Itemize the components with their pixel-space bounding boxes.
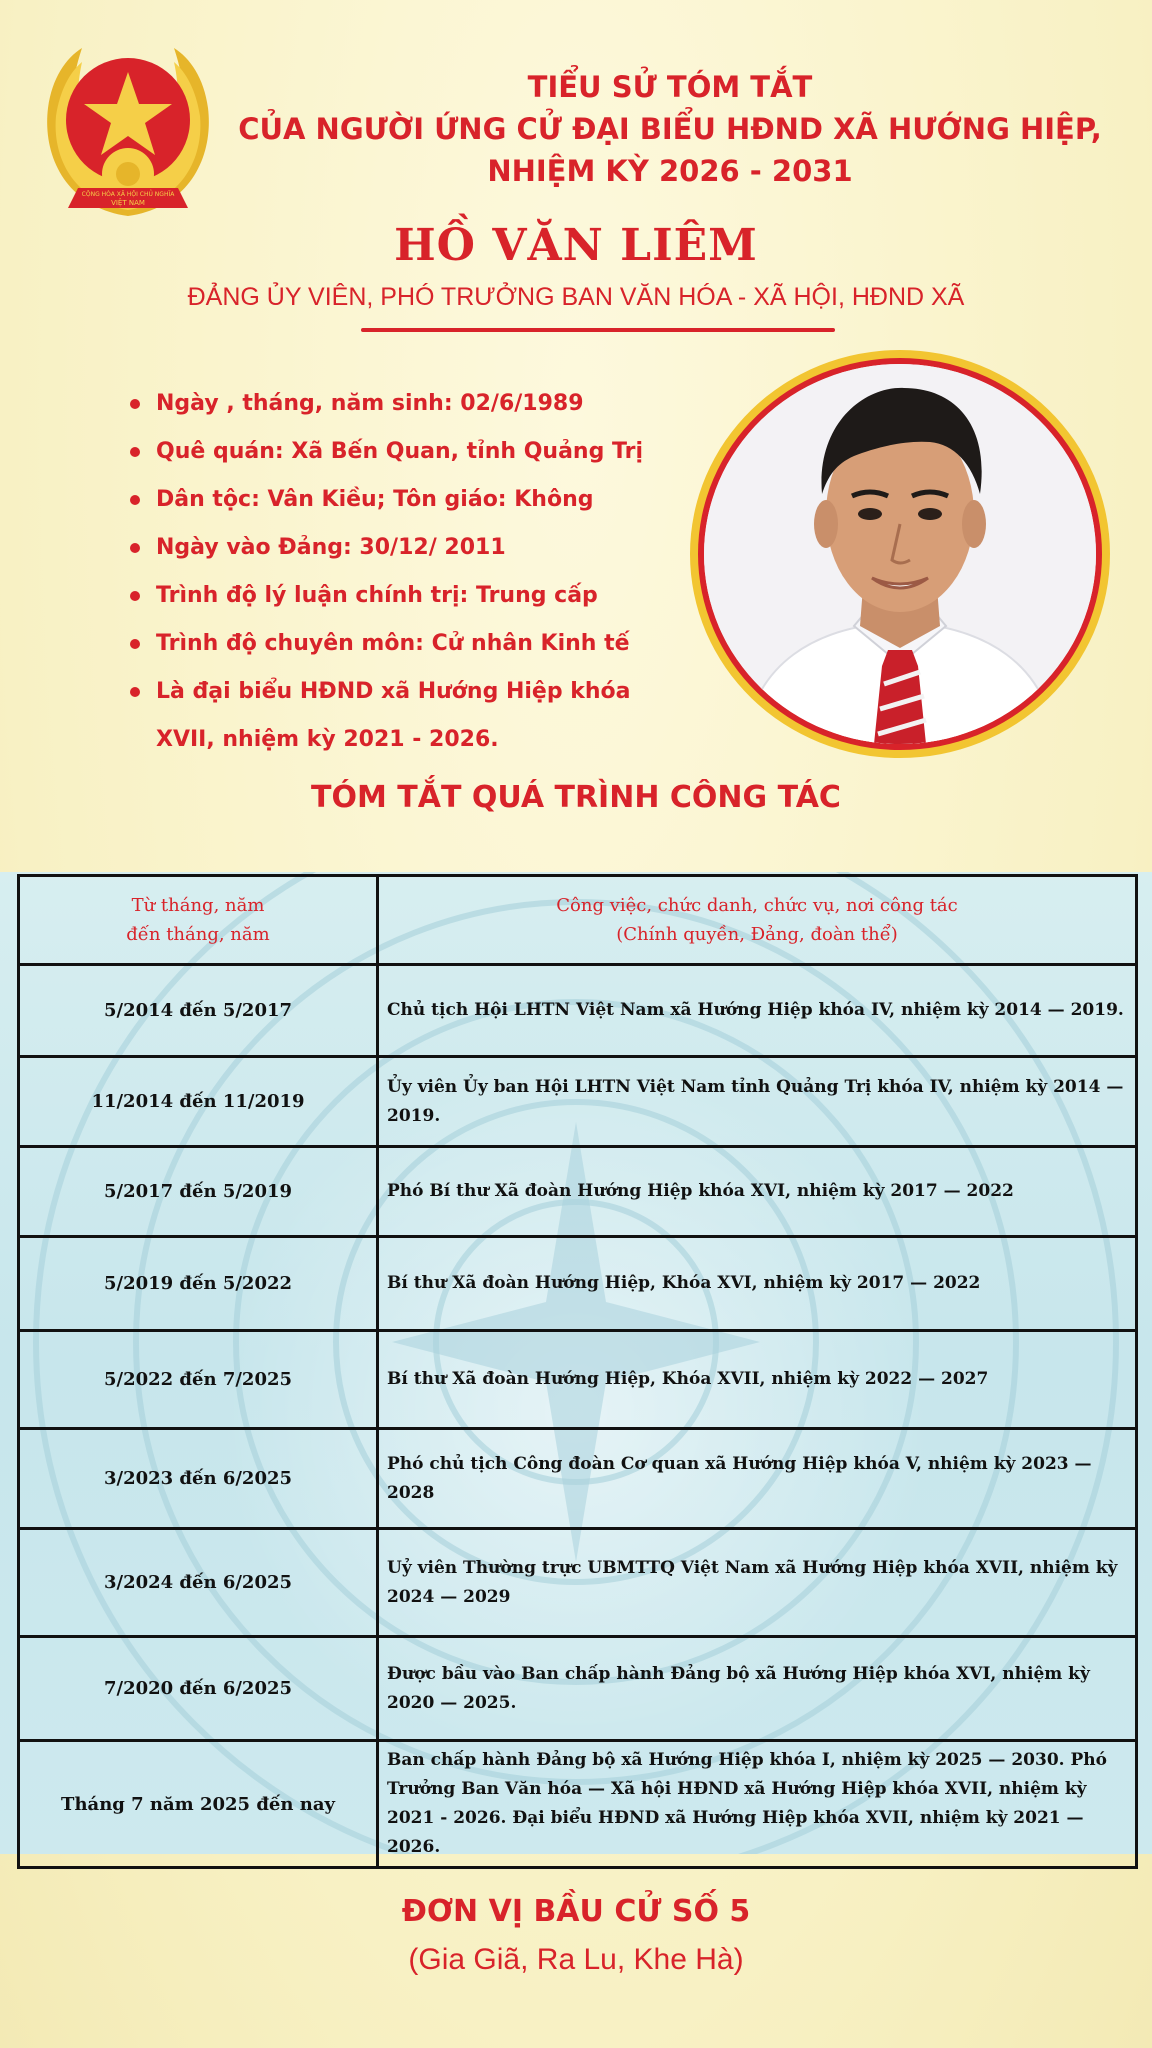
period-cell: 5/2017 đến 5/2019 <box>19 1147 378 1237</box>
period-cell: 3/2024 đến 6/2025 <box>19 1529 378 1637</box>
description-cell: Bí thư Xã đoàn Hướng Hiệp, Khóa XVII, nhiệm kỳ 2022 — 2027 <box>378 1331 1137 1429</box>
table-row <box>19 1331 1137 1429</box>
period-cell: 11/2014 đến 11/2019 <box>19 1057 378 1147</box>
portrait-frame <box>690 350 1110 758</box>
header-divider <box>361 328 835 332</box>
table-row <box>19 1741 1137 1868</box>
table-row <box>19 1637 1137 1741</box>
table-row <box>19 1057 1137 1147</box>
bio-item-education: Trình độ chuyên môn: Cử nhân Kinh tế <box>130 620 690 668</box>
bio-item-political-level: Trình độ lý luận chính trị: Trung cấp <box>130 572 690 620</box>
description-column-header: Công việc, chức danh, chức vụ, nơi công tác (Chính quyền, Đảng, đoàn thể) <box>378 876 1137 965</box>
description-cell: Phó Bí thư Xã đoàn Hướng Hiệp khóa XVI, nhiệm kỳ 2017 — 2022 <box>378 1147 1137 1237</box>
portrait-illustration <box>704 364 1096 744</box>
table-header-row <box>19 876 1137 965</box>
period-cell: Tháng 7 năm 2025 đến nay <box>19 1741 378 1868</box>
description-cell: Phó chủ tịch Công đoàn Cơ quan xã Hướng Hiệp khóa V, nhiệm kỳ 2023 — 2028 <box>378 1429 1137 1529</box>
bullet-icon <box>130 447 140 457</box>
period-cell: 7/2020 đến 6/2025 <box>19 1637 378 1741</box>
header-title-line-2: CỦA NGƯỜI ỨNG CỬ ĐẠI BIỂU HĐND XÃ HƯỚNG HIỆP, <box>238 112 1102 146</box>
candidate-position: ĐẢNG ỦY VIÊN, PHÓ TRƯỞNG BAN VĂN HÓA - XÃ HỘI, HĐND XÃ <box>187 283 965 311</box>
career-section-title: TÓM TẮT QUÁ TRÌNH CÔNG TÁC <box>311 780 841 815</box>
bullet-icon <box>130 591 140 601</box>
description-cell: Ban chấp hành Đảng bộ xã Hướng Hiệp khóa I, nhiệm kỳ 2025 — 2030. Phó Trưởng Ban Văn hóa — Xã hội HĐND xã Hướng Hiệp khóa XVII, nhiệm kỳ 2021 - 2026. Đại biểu HĐND xã Hướng Hiệp khóa XVII, nhiệm kỳ 2021 — 2026. <box>378 1741 1137 1868</box>
bullet-icon <box>130 639 140 649</box>
career-table <box>17 874 1138 1869</box>
period-column-header: Từ tháng, năm đến tháng, năm <box>19 876 378 965</box>
svg-text:CỘNG HÒA XÃ HỘI CHỦ NGHĨA: CỘNG HÒA XÃ HỘI CHỦ NGHĨA <box>81 191 175 198</box>
table-row <box>19 1529 1137 1637</box>
period-cell: 5/2019 đến 5/2022 <box>19 1237 378 1331</box>
description-cell: Uỷ viên Thường trực UBMTTQ Việt Nam xã Hướng Hiệp khóa XVII, nhiệm kỳ 2024 — 2029 <box>378 1529 1137 1637</box>
career-table-background <box>0 872 1152 1857</box>
electoral-unit-title: ĐƠN VỊ BẦU CỬ SỐ 5 <box>401 1894 751 1929</box>
table-row <box>19 1429 1137 1529</box>
bio-list <box>130 380 690 764</box>
svg-text:VIỆT NAM: VIỆT NAM <box>111 199 145 207</box>
bullet-icon <box>130 543 140 553</box>
table-row <box>19 965 1137 1057</box>
bio-item-hometown: Quê quán: Xã Bến Quan, tỉnh Quảng Trị <box>130 428 690 476</box>
national-emblem-icon <box>38 38 218 224</box>
candidate-portrait <box>704 364 1096 744</box>
description-cell: Bí thư Xã đoàn Hướng Hiệp, Khóa XVI, nhiệm kỳ 2017 — 2022 <box>378 1237 1137 1331</box>
candidate-name: HỒ VĂN LIÊM <box>394 220 758 271</box>
bio-item-party-date: Ngày vào Đảng: 30/12/ 2011 <box>130 524 690 572</box>
period-cell: 5/2022 đến 7/2025 <box>19 1331 378 1429</box>
bio-item-ethnicity: Dân tộc: Vân Kiều; Tôn giáo: Không <box>130 476 690 524</box>
electoral-unit-areas: (Gia Giã, Ra Lu, Khe Hà) <box>408 1943 744 1976</box>
bullet-icon <box>130 495 140 505</box>
description-cell: Được bầu vào Ban chấp hành Đảng bộ xã Hướng Hiệp khóa XVI, nhiệm kỳ 2020 — 2025. <box>378 1637 1137 1741</box>
bullet-icon <box>130 399 140 409</box>
table-row <box>19 1237 1137 1331</box>
table-row <box>19 1147 1137 1237</box>
bullet-icon <box>130 687 140 697</box>
bio-item-delegate: Là đại biểu HĐND xã Hướng Hiệp khóa XVII, nhiệm kỳ 2021 - 2026. <box>130 668 690 764</box>
header-title-line-3: NHIỆM KỲ 2026 - 2031 <box>487 154 853 188</box>
bio-item-birthdate: Ngày , tháng, năm sinh: 02/6/1989 <box>130 380 690 428</box>
document-header <box>230 66 1110 192</box>
period-cell: 5/2014 đến 5/2017 <box>19 965 378 1057</box>
header-title-line-1: TIỂU SỬ TÓM TẮT <box>527 70 813 104</box>
description-cell: Ủy viên Ủy ban Hội LHTN Việt Nam tỉnh Quảng Trị khóa IV, nhiệm kỳ 2014 — 2019. <box>378 1057 1137 1147</box>
description-cell: Chủ tịch Hội LHTN Việt Nam xã Hướng Hiệp khóa IV, nhiệm kỳ 2014 — 2019. <box>378 965 1137 1057</box>
period-cell: 3/2023 đến 6/2025 <box>19 1429 378 1529</box>
